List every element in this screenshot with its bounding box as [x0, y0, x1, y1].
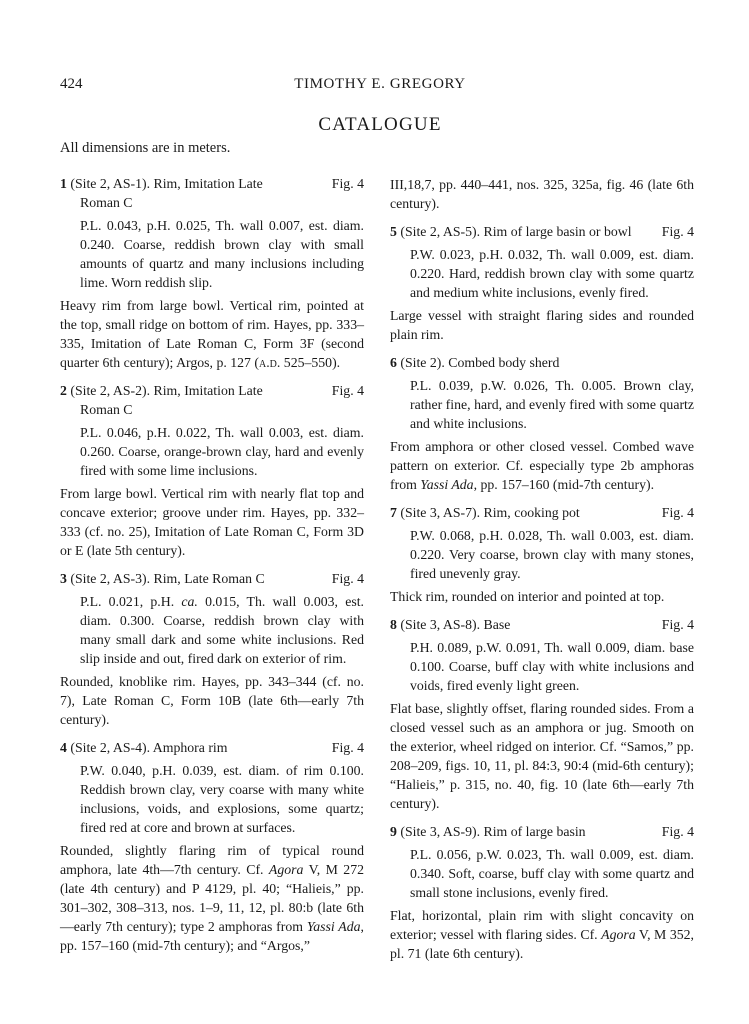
entry-description: Rounded, slightly flaring rim of typical round amphora, late 4th—7th century. Cf. Agora V, M 272 (late 4th century) and P 4129, pl. 40; “Halieis,” pp. 301–302, 308–313, nos. 1–9, 11, 12, pl. 80:b (late 6th—early 7th century); type 2 amphoras from Yassi Ada, pp. 157–160 (mid-7th century); and “Argos,” — [60, 843, 364, 953]
entry-heading: 7 (Site 3, AS-7). Rim, cooking pot Fig. 4 — [390, 505, 694, 520]
entry-measurements: P.L. 0.021, p.H. ca. 0.015, Th. wall 0.003, est. diam. 0.300. Coarse, reddish brown clay with many small dark and some white inclusions. Red slip inside and out, fired dark on exterior of rim. — [80, 594, 364, 666]
entry-description: Large vessel with straight flaring sides and rounded plain rim. — [390, 308, 694, 342]
entry-measurements: P.L. 0.043, p.H. 0.025, Th. wall 0.007, est. diam. 0.240. Coarse, reddish brown clay with small amounts of quartz and many inclusions including lime. Worn reddish slip. — [80, 218, 364, 290]
figure-reference: Fig. 4 — [661, 824, 694, 839]
catalogue-entry-5 — [390, 222, 694, 344]
entry-measurements: P.W. 0.023, p.H. 0.032, Th. wall 0.009, est. diam. 0.220. Hard, reddish brown clay with some quartz and medium white inclusions, evenly fired. — [410, 247, 694, 300]
entry-description: Rounded, knoblike rim. Hayes, pp. 343–344 (cf. no. 7), Late Roman C, Form 10B (late 6th—early 7th century). — [60, 674, 364, 727]
entry-heading: 8 (Site 3, AS-8). Base Fig. 4 — [390, 617, 694, 632]
entry-measurements: P.L. 0.056, p.W. 0.023, Th. wall 0.009, est. diam. 0.340. Soft, coarse, buff clay with some quartz and small stone inclusions, evenly fired. — [410, 847, 694, 900]
catalogue-entry-1 — [60, 174, 364, 372]
entry-heading: 2 (Site 2, AS-2). Rim, Imitation Late Roman C Fig. 4 — [60, 383, 364, 417]
entry-heading: 4 (Site 2, AS-4). Amphora rim Fig. 4 — [60, 740, 364, 755]
entry-heading: 6 (Site 2). Combed body sherd — [390, 355, 560, 370]
entry-heading: 1 (Site 2, AS-1). Rim, Imitation Late Roman C Fig. 4 — [60, 176, 364, 210]
catalogue-entry-2 — [60, 381, 364, 560]
entry-number: 6 — [390, 355, 397, 370]
figure-reference: Fig. 4 — [331, 383, 364, 398]
entry-number: 9 — [390, 824, 397, 839]
entry-heading: 9 (Site 3, AS-9). Rim of large basin Fig. 4 — [390, 824, 694, 839]
catalogue-entry-3 — [60, 569, 364, 729]
right-column — [390, 175, 694, 972]
entry-measurements: P.W. 0.068, p.H. 0.028, Th. wall 0.003, est. diam. 0.220. Very coarse, brown clay with many stones, fired unevenly gray. — [410, 528, 694, 581]
catalogue-entry-6 — [390, 353, 694, 494]
section-title: CATALOGUE — [318, 114, 442, 135]
entry-description: Flat base, slightly offset, flaring rounded sides. From a closed vessel such as an amphora or jug. Smooth on the exterior, wheel ridged on interior. Cf. “Samos,” pp. 208–209, figs. 10, 11, pl. 84:3, 90:4 (mid-6th century); “Halieis,” p. 315, no. 40, fig. 10 (late 6th—early 7th century). — [390, 701, 694, 811]
catalogue-entry-8 — [390, 615, 694, 813]
dimensions-note: All dimensions are in meters. — [60, 140, 231, 156]
entry-measurements: P.W. 0.040, p.H. 0.039, est. diam. of rim 0.100. Reddish brown clay, very coarse with many white inclusions, voids, and explosions, some quartz; fired red at core and brown at surfaces. — [80, 763, 364, 835]
entry-heading: 5 (Site 2, AS-5). Rim of large basin or bowl Fig. 4 — [390, 224, 694, 239]
figure-reference: Fig. 4 — [661, 505, 694, 520]
entry-number: 1 — [60, 176, 67, 191]
entry-measurements: P.H. 0.089, p.W. 0.091, Th. wall 0.009, diam. base 0.100. Coarse, buff clay with white inclusions and voids, fired evenly light green. — [410, 640, 694, 693]
entry-number: 8 — [390, 617, 397, 632]
figure-reference: Fig. 4 — [661, 224, 694, 239]
running-header — [60, 76, 700, 98]
entry-number: 2 — [60, 383, 67, 398]
entry-number: 5 — [390, 224, 397, 239]
catalogue-entry-9 — [390, 822, 694, 963]
entry-description: Heavy rim from large bowl. Vertical rim, pointed at the top, small ridge on bottom of rim. Hayes, pp. 333–335, Imitation of Late Roman C, Form 3F (second quarter 6th century); Argos, p. 127 (a.d. 525–550). — [60, 298, 364, 370]
entry-number: 3 — [60, 571, 67, 586]
catalogue-entry-4 — [60, 738, 364, 955]
catalogue-entry-7 — [390, 503, 694, 606]
entry-description: From amphora or other closed vessel. Combed wave pattern on exterior. Cf. especially type 2b amphoras from Yassi Ada, pp. 157–160 (mid-7th century). — [390, 439, 694, 492]
figure-reference: Fig. 4 — [331, 176, 364, 191]
entry-heading: 3 (Site 2, AS-3). Rim, Late Roman C Fig. 4 — [60, 571, 364, 586]
entry-4-description-continued: III,18,7, pp. 440–441, nos. 325, 325a, fig. 46 (late 6th century). — [390, 177, 694, 211]
entry-number: 7 — [390, 505, 397, 520]
entry-description: Thick rim, rounded on interior and pointed at top. — [390, 589, 665, 604]
entry-number: 4 — [60, 740, 67, 755]
figure-reference: Fig. 4 — [331, 740, 364, 755]
figure-reference: Fig. 4 — [331, 571, 364, 586]
figure-reference: Fig. 4 — [661, 617, 694, 632]
entry-measurements: P.L. 0.046, p.H. 0.022, Th. wall 0.003, est. diam. 0.260. Coarse, orange-brown clay, hard and evenly fired with some lime inclusions. — [80, 425, 364, 478]
page-number: 424 — [60, 76, 83, 92]
entry-measurements: P.L. 0.039, p.W. 0.026, Th. 0.005. Brown clay, rather fine, hard, and evenly fired with some quartz and white inclusions. — [410, 378, 694, 431]
running-head-author: TIMOTHY E. GREGORY — [294, 76, 466, 92]
entry-description: Flat, horizontal, plain rim with slight concavity on exterior; vessel with flaring sides. Cf. Agora V, M 352, pl. 71 (late 6th century). — [390, 908, 694, 961]
left-column — [60, 174, 364, 964]
entry-description: From large bowl. Vertical rim with nearly flat top and concave exterior; groove under rim. Hayes, pp. 332–333 (cf. no. 25), Imitation of Late Roman C, Form 3D or E (late 5th century). — [60, 486, 364, 558]
